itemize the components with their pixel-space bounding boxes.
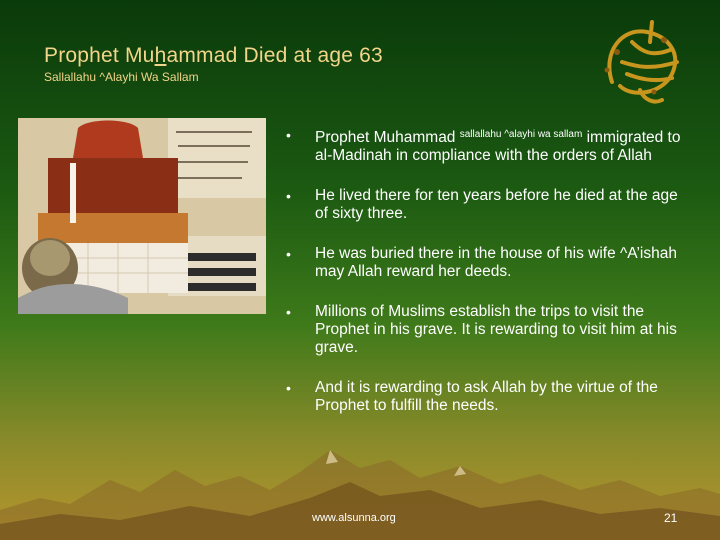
page-number: 21 — [664, 511, 678, 525]
bullet-item: • He was buried there in the house of his wife ^A’ishah may Allah reward her deeds. — [286, 245, 677, 280]
tomb-photo-image — [18, 118, 266, 314]
honorific-superscript: sallallahu ^alayhi wa sallam — [459, 129, 583, 140]
title-underlined-letter: h — [154, 44, 167, 67]
tomb-photo — [18, 118, 266, 314]
calligraphy-emblem-icon — [592, 12, 696, 112]
bullet-item: • He lived there for ten years before he died at the age of sixty three. — [286, 187, 678, 222]
bullet-dot: • — [286, 304, 291, 320]
bullet-dot: • — [286, 380, 291, 396]
slide-title: Prophet Muhammad Died at age 63 — [44, 44, 383, 67]
bullet-dot: • — [286, 246, 291, 262]
footer-url[interactable]: www.alsunna.org — [312, 512, 396, 524]
bullet-item: • And it is rewarding to ask Allah by the virtue of the Prophet to fulfill the needs. — [286, 379, 658, 414]
bullet-dot: • — [286, 127, 291, 143]
bullet-dot: • — [286, 188, 291, 204]
bullet-item: • Prophet Muhammad $^{sallallahu \^{}alayhi wa sallam}$ immigrated to al-Madinah in compliance with the orders of Allah — [286, 127, 681, 164]
slide-subtitle: Sallallahu ^Alayhi Wa Sallam — [44, 70, 199, 84]
bullet-item: • Millions of Muslims establish the trips to visit the Prophet in his grave. It is rewarding to visit him at his grave. — [286, 303, 677, 356]
bullet-list — [286, 126, 686, 437]
